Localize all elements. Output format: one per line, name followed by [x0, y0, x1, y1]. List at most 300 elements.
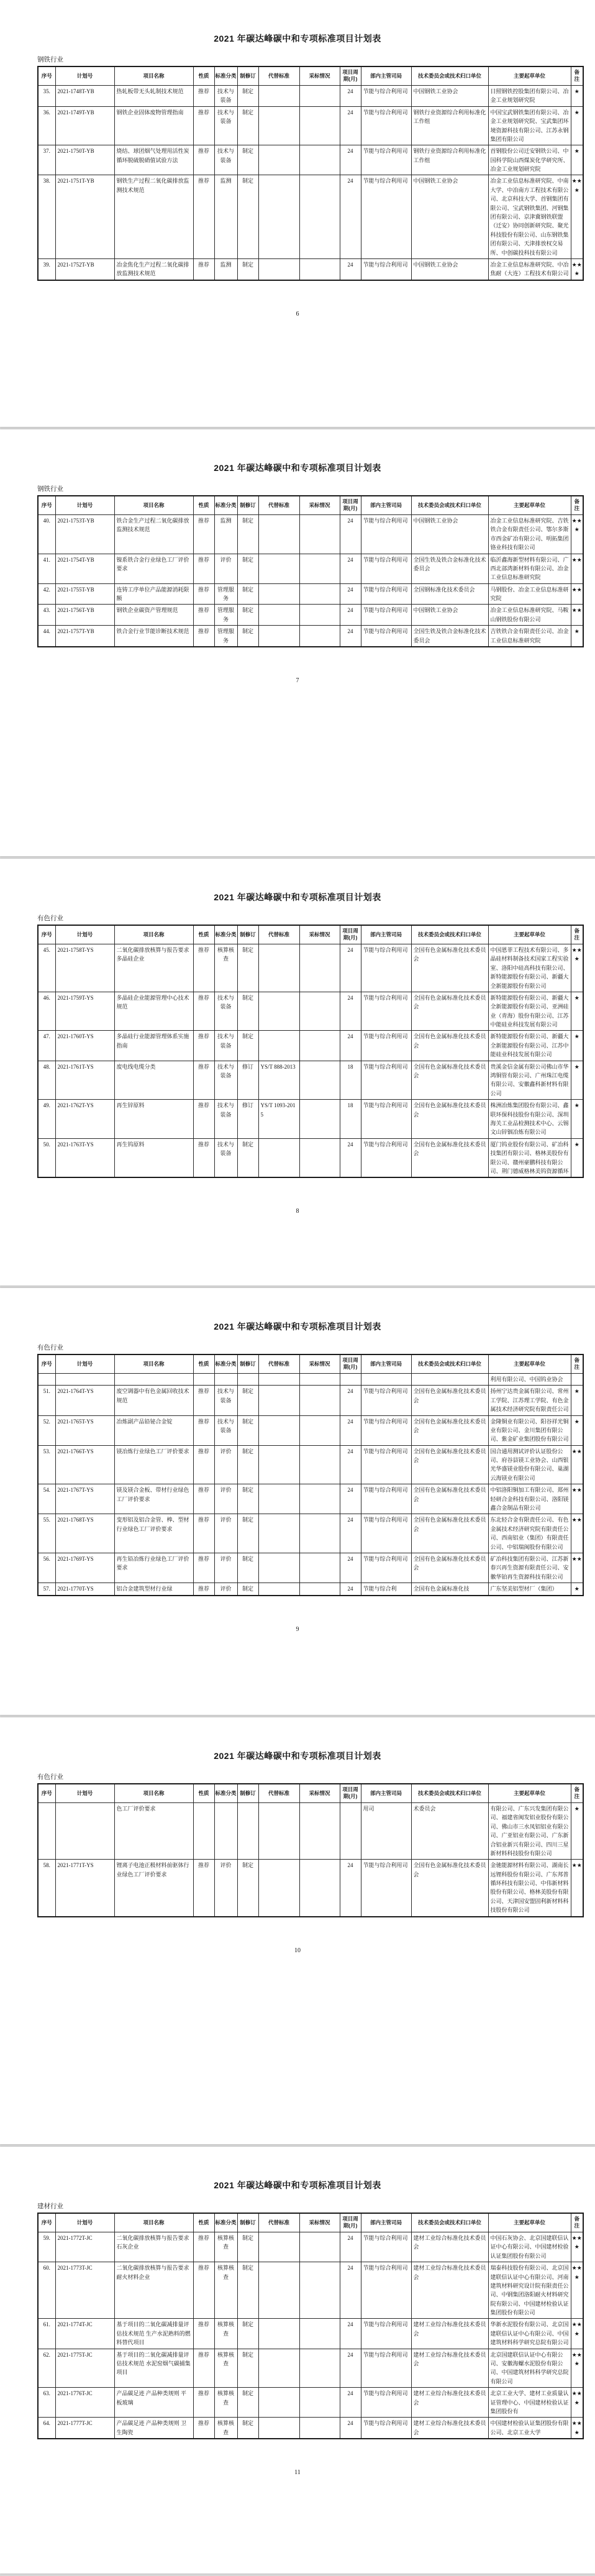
cell-category: 核算核查: [214, 2418, 237, 2439]
cell-committee: 钢铁行业资源综合利用标准化工作组: [411, 106, 488, 145]
table-row: [38, 1860, 583, 1917]
page-number: 11: [294, 2469, 301, 2477]
cell-no: 42.: [38, 583, 55, 605]
cell-nature: 推荐: [193, 554, 214, 583]
cell-category: 监测: [214, 175, 237, 259]
column-header-plan_no: 计划号: [55, 2213, 114, 2232]
page-title: 2021 年碳达峰碳中和专项标准项目计划表: [214, 892, 381, 902]
table-header: [38, 66, 583, 85]
cell-cycle: 18: [340, 1100, 361, 1139]
cell-drafters: 金驰能源材料有限公司、湖南长远锂科股份有限公司、广东邦普循环科技有限公司、中伟新材料股份有限公司、格林美股份有限公司、天津国安盟固利新材料科技股份有限公司: [488, 1860, 571, 1917]
cell-dept: 节能与综合利用司: [361, 258, 411, 280]
cell-revise: 制定: [237, 1031, 258, 1061]
cell-replaced: [258, 514, 299, 554]
cell-dept: 节能与综合利用司: [361, 1415, 411, 1445]
cell-dept: 节能与综合利用司: [361, 583, 411, 605]
cell-remark: ★: [571, 1061, 583, 1100]
cell-adoption: [299, 1445, 340, 1484]
cell-name: 二氧化碳排放核算与报告要求 耐火材料企业: [114, 2262, 193, 2319]
cell-remark: ★: [571, 1138, 583, 1177]
column-header-revise: 制修订: [237, 2213, 258, 2232]
cell-drafters: 北京工业大学、建材工业质量认证管理中心、中国建材检验认证集团股份有: [488, 2388, 571, 2418]
cell-plan_no: 2021-1753T-YB: [55, 514, 114, 554]
cell-revise: 制定: [237, 145, 258, 175]
cell-replaced: [258, 944, 299, 992]
column-header-nature: 性质: [193, 496, 214, 514]
cell-adoption: [299, 1138, 340, 1177]
document-page: [0, 1717, 595, 2144]
cell-category: 技术与装备: [214, 1415, 237, 1445]
cell-dept: 节能与综合利用司: [361, 85, 411, 106]
column-header-category: 标准分类: [214, 1354, 237, 1373]
cell-revise: 制定: [237, 1138, 258, 1177]
column-header-no: 序号: [38, 1784, 55, 1802]
table-row: [38, 992, 583, 1031]
cell-drafters: 厦门钨业股份有限公司、矿冶科技集团有限公司、格林美股份有限公司、赣州豪鹏科技有限公司、荆门德威格林美钨资源循环: [488, 1138, 571, 1177]
cell-adoption: [299, 1583, 340, 1596]
cell-committee: 全国有色金属标准化技术委员会: [411, 1553, 488, 1583]
cell-committee: 全国有色金属标准化技术委员会: [411, 944, 488, 992]
cell-revise: 制定: [237, 1860, 258, 1917]
cell-dept: 节能与综合利用司: [361, 2388, 411, 2418]
table-row: [38, 1386, 583, 1415]
cell-category: 核算核查: [214, 2349, 237, 2388]
cell-nature: 推荐: [193, 2418, 214, 2439]
cell-nature: 推荐: [193, 1386, 214, 1415]
cell-plan_no: 2021-1771T-YS: [55, 1860, 114, 1917]
cell-committee: 建材工业综合标准化技术委员会: [411, 2262, 488, 2319]
column-header-category: 标准分类: [214, 496, 237, 514]
cell-remark: ★★: [571, 554, 583, 583]
cell-drafters: 首钢股份公司迁安钢铁公司、中国科学院山西煤炭化学研究所、冶金工业规划研究院: [488, 145, 571, 175]
cell-nature: 推荐: [193, 145, 214, 175]
column-header-cycle: 项目周期(月): [340, 925, 361, 944]
cell-no: 52.: [38, 1415, 55, 1445]
cell-dept: 节能与综合利用司: [361, 514, 411, 554]
column-header-name: 项目名称: [114, 2213, 193, 2232]
cell-plan_no: 2021-1764T-YS: [55, 1386, 114, 1415]
cell-nature: 推荐: [193, 1100, 214, 1139]
cell-dept: 用司: [361, 1802, 411, 1859]
cell-category: 技术与装备: [214, 1386, 237, 1415]
cell-committee: 全国有色金属标准化技: [411, 1583, 488, 1596]
column-header-adoption: 采标情况: [299, 1354, 340, 1373]
column-header-committee: 技术委员会或技术归口单位: [411, 2213, 488, 2232]
column-header-cycle: 项目周期(月): [340, 66, 361, 85]
cell-name: 钢铁生产过程二氧化碳排放监测技术规范: [114, 175, 193, 259]
cell-replaced: [258, 1031, 299, 1061]
column-header-nature: 性质: [193, 1354, 214, 1373]
cell-committee: 建材工业综合标准化技术委员会: [411, 2232, 488, 2262]
cell-no: 39.: [38, 258, 55, 280]
cell-nature: [193, 1802, 214, 1859]
cell-replaced: [258, 2349, 299, 2388]
cell-remark: ★: [571, 106, 583, 145]
cell-remark: ★★★: [571, 2349, 583, 2388]
column-header-cycle: 项目周期(月): [340, 496, 361, 514]
cell-committee: 全国有色金属标准化技术委员会: [411, 1484, 488, 1514]
cell-revise: 制定: [237, 992, 258, 1031]
industry-section-label: 钢铁行业: [37, 486, 63, 493]
cell-revise: 制定: [237, 1583, 258, 1596]
table-row: [38, 1415, 583, 1445]
cell-category: 核算核查: [214, 2319, 237, 2349]
cell-drafters: 金隆铜业有限公司、阳谷祥光铜业有限公司、金川集团有限公司、紫金矿业集团股份有限公司: [488, 1415, 571, 1445]
cell-revise: [237, 1802, 258, 1859]
cell-name: 废空调器中有色金属回收技术规范: [114, 1386, 193, 1415]
cell-revise: 制定: [237, 106, 258, 145]
column-header-revise: 制修订: [237, 496, 258, 514]
cell-remark: ★: [571, 992, 583, 1031]
column-header-remark: 备注: [571, 2213, 583, 2232]
cell-no: [38, 1373, 55, 1385]
cell-name: 镍系铁合金行业绿色工厂评价要求: [114, 554, 193, 583]
column-header-replaced: 代替标准: [258, 66, 299, 85]
cell-dept: 节能与综合利用司: [361, 944, 411, 992]
cell-committee: 钢铁行业资源综合利用标准化工作组: [411, 145, 488, 175]
cell-plan_no: 2021-1754T-YB: [55, 554, 114, 583]
cell-cycle: 24: [340, 605, 361, 626]
column-header-dept: 部内主管司局: [361, 2213, 411, 2232]
cell-dept: 节能与综合利用司: [361, 1138, 411, 1177]
cell-name: 再生钨原料: [114, 1138, 193, 1177]
cell-replaced: [258, 2262, 299, 2319]
industry-section-label: 有色行业: [37, 1774, 63, 1781]
document-page: [0, 429, 595, 856]
cell-drafters: 日照钢铁控股集团有限公司、冶金工业规划研究院: [488, 85, 571, 106]
cell-name: 钢铁企业碳资产管理规范: [114, 605, 193, 626]
cell-replaced: YS/T 1093-2015: [258, 1100, 299, 1139]
page-number: 8: [296, 1208, 299, 1215]
cell-plan_no: 2021-1767T-YS: [55, 1484, 114, 1514]
cell-replaced: [258, 583, 299, 605]
cell-revise: 制定: [237, 1445, 258, 1484]
cell-plan_no: 2021-1756T-YB: [55, 605, 114, 626]
cell-committee: 建材工业综合标准化技术委员会: [411, 2349, 488, 2388]
cell-adoption: [299, 514, 340, 554]
table-row: [38, 1514, 583, 1553]
cell-no: 59.: [38, 2232, 55, 2262]
column-header-drafters: 主要起草单位: [488, 1354, 571, 1373]
cell-nature: 推荐: [193, 1061, 214, 1100]
column-header-name: 项目名称: [114, 925, 193, 944]
cell-cycle: [340, 1802, 361, 1859]
cell-plan_no: 2021-1772T-JC: [55, 2232, 114, 2262]
column-header-committee: 技术委员会或技术归口单位: [411, 1354, 488, 1373]
cell-name: 再生锌原料: [114, 1100, 193, 1139]
cell-committee: 建材工业综合标准化技术委员会: [411, 2319, 488, 2349]
cell-name: [114, 1373, 193, 1385]
header-row: [38, 925, 583, 944]
table-row: [38, 514, 583, 554]
cell-drafters: 广东坚美铝型材厂（集团）: [488, 1583, 571, 1596]
column-header-plan_no: 计划号: [55, 66, 114, 85]
header-row: [38, 66, 583, 85]
document-page: [0, 2147, 595, 2574]
cell-adoption: [299, 992, 340, 1031]
page-title: 2021 年碳达峰碳中和专项标准项目计划表: [214, 463, 381, 473]
cell-revise: 制定: [237, 175, 258, 259]
cell-revise: 制定: [237, 583, 258, 605]
column-header-dept: 部内主管司局: [361, 1354, 411, 1373]
cell-adoption: [299, 106, 340, 145]
cell-nature: 推荐: [193, 514, 214, 554]
cell-category: [214, 1373, 237, 1385]
cell-plan_no: 2021-1750T-YB: [55, 145, 114, 175]
cell-dept: [361, 1373, 411, 1385]
cell-nature: 推荐: [193, 992, 214, 1031]
cell-nature: 推荐: [193, 2262, 214, 2319]
cell-replaced: [258, 1445, 299, 1484]
cell-plan_no: 2021-1760T-YS: [55, 1031, 114, 1061]
cell-dept: 节能与综合利用司: [361, 1484, 411, 1514]
cell-nature: 推荐: [193, 2319, 214, 2349]
cell-adoption: [299, 944, 340, 992]
cell-name: 产品碳足迹 产品种类规则 卫生陶瓷: [114, 2418, 193, 2439]
cell-dept: 节能与综合利用司: [361, 1061, 411, 1100]
cell-category: 核算核查: [214, 2388, 237, 2418]
cell-committee: 全国生铁及铁合金标准化技术委员会: [411, 554, 488, 583]
cell-category: 技术与装备: [214, 85, 237, 106]
column-header-replaced: 代替标准: [258, 2213, 299, 2232]
plan-table: [37, 2213, 584, 2439]
cell-dept: 节能与综合利用司: [361, 175, 411, 259]
cell-nature: 推荐: [193, 944, 214, 992]
cell-revise: 制定: [237, 2388, 258, 2418]
plan-table: [37, 1783, 584, 1917]
cell-adoption: [299, 1860, 340, 1917]
cell-no: 60.: [38, 2262, 55, 2319]
cell-dept: 节能与综合利用司: [361, 106, 411, 145]
column-header-replaced: 代替标准: [258, 1784, 299, 1802]
cell-replaced: [258, 1553, 299, 1583]
cell-plan_no: [55, 1802, 114, 1859]
cell-replaced: [258, 1373, 299, 1385]
cell-category: 评价: [214, 1445, 237, 1484]
column-header-committee: 技术委员会或技术归口单位: [411, 496, 488, 514]
cell-adoption: [299, 583, 340, 605]
cell-name: 再生铅冶炼行业绿色工厂评价要求: [114, 1553, 193, 1583]
cell-name: 烧结、球团烟气处理用活性炭循环脱硫脱硝值试验方法: [114, 145, 193, 175]
cell-cycle: [340, 1373, 361, 1385]
cell-plan_no: [55, 1373, 114, 1385]
cell-adoption: [299, 85, 340, 106]
cell-name: 二氧化碳排放核算与报告要求 多晶硅企业: [114, 944, 193, 992]
cell-adoption: [299, 626, 340, 647]
cell-cycle: 24: [340, 1583, 361, 1596]
cell-drafters: 冶金工业信息标准研究院、中冶焦耐（大连）工程技术有限公司: [488, 258, 571, 280]
cell-replaced: [258, 1514, 299, 1553]
cell-remark: ★★: [571, 1514, 583, 1553]
cell-drafters: 冶金工业信息标准研究院、中南大学、中冶南方工程技术有限公司、北京科技大学、首钢集团有限公司、宝武钢铁集团、河钢集团有限公司、京津冀钢铁联盟（迁安）协同创新研究院、聚光科技股份有限公司、山东钢铁集团有限公司、天津排放权交易所、中创碳投科技有限公司: [488, 175, 571, 259]
cell-nature: 推荐: [193, 175, 214, 259]
cell-plan_no: 2021-1777T-JC: [55, 2418, 114, 2439]
cell-dept: 节能与综合利用司: [361, 2418, 411, 2439]
column-header-committee: 技术委员会或技术归口单位: [411, 1784, 488, 1802]
cell-no: 49.: [38, 1100, 55, 1139]
cell-drafters: 华新水泥股份有限公司、北京国建联信认证中心有限公司、中国建筑材料科学研究总院有限公司: [488, 2319, 571, 2349]
column-header-revise: 制修订: [237, 66, 258, 85]
column-header-drafters: 主要起草单位: [488, 2213, 571, 2232]
cell-dept: 节能与综合利用司: [361, 2319, 411, 2349]
cell-committee: 中国钢铁工业协会: [411, 514, 488, 554]
cell-adoption: [299, 605, 340, 626]
cell-committee: 全国有色金属标准化技术委员会: [411, 1860, 488, 1917]
cell-plan_no: 2021-1770T-YS: [55, 1583, 114, 1596]
cell-category: 评价: [214, 554, 237, 583]
table-row: [38, 944, 583, 992]
column-header-plan_no: 计划号: [55, 925, 114, 944]
cell-no: 54.: [38, 1484, 55, 1514]
cell-committee: [411, 1373, 488, 1385]
cell-category: 管理服务: [214, 583, 237, 605]
cell-no: 35.: [38, 85, 55, 106]
cell-nature: 推荐: [193, 1860, 214, 1917]
cell-committee: 全国有色金属标准化技术委员会: [411, 1061, 488, 1100]
cell-revise: 制定: [237, 1514, 258, 1553]
cell-committee: 建材工业综合标准化技术委员会: [411, 2388, 488, 2418]
cell-name: 热轧板带无头轧制技术规范: [114, 85, 193, 106]
cell-remark: ★★★: [571, 175, 583, 259]
cell-plan_no: 2021-1768T-YS: [55, 1514, 114, 1553]
page-number: 7: [296, 677, 299, 685]
table-row: [38, 1138, 583, 1177]
cell-name: 多晶硅企业能源管理中心技术规范: [114, 992, 193, 1031]
column-header-name: 项目名称: [114, 496, 193, 514]
table-row: [38, 145, 583, 175]
table-body: [38, 1373, 583, 1595]
column-header-adoption: 采标情况: [299, 66, 340, 85]
cell-adoption: [299, 1415, 340, 1445]
cell-category: 核算核查: [214, 944, 237, 992]
cell-cycle: 24: [340, 106, 361, 145]
cell-revise: 修订: [237, 1100, 258, 1139]
column-header-no: 序号: [38, 2213, 55, 2232]
cell-name: 镁及镁合金板、带材行业绿色工厂评价要求: [114, 1484, 193, 1514]
cell-name: 变形铝及铝合金管、棒、型材行业绿色工厂评价要求: [114, 1514, 193, 1553]
cell-no: 48.: [38, 1061, 55, 1100]
cell-committee: 全国钢标准化技术委员会: [411, 583, 488, 605]
cell-dept: 节能与综合利用司: [361, 2262, 411, 2319]
cell-cycle: 24: [340, 514, 361, 554]
cell-replaced: [258, 2232, 299, 2262]
industry-section-label: 钢铁行业: [37, 57, 63, 63]
cell-no: 58.: [38, 1860, 55, 1917]
cell-revise: 制定: [237, 2232, 258, 2262]
cell-name: 铝合金建筑型材行业绿: [114, 1583, 193, 1596]
cell-replaced: [258, 175, 299, 259]
header-row: [38, 1784, 583, 1802]
cell-drafters: 中铝洛阳铜加工有限公司、郑州轻研合金科技有限公司、洛阳镁鑫合金制品有限公司: [488, 1484, 571, 1514]
cell-replaced: [258, 1484, 299, 1514]
column-header-plan_no: 计划号: [55, 1784, 114, 1802]
cell-revise: 制定: [237, 1484, 258, 1514]
cell-adoption: [299, 2319, 340, 2349]
cell-revise: 制定: [237, 1415, 258, 1445]
column-header-name: 项目名称: [114, 1354, 193, 1373]
cell-cycle: 18: [340, 1061, 361, 1100]
table-row: [38, 1484, 583, 1514]
cell-cycle: 24: [340, 2319, 361, 2349]
cell-remark: ★★★: [571, 2232, 583, 2262]
cell-remark: ★★: [571, 1553, 583, 1583]
column-header-dept: 部内主管司局: [361, 925, 411, 944]
table-body: [38, 944, 583, 1177]
cell-adoption: [299, 175, 340, 259]
header-row: [38, 2213, 583, 2232]
cell-dept: 节能与综合利用司: [361, 145, 411, 175]
table-row: [38, 175, 583, 259]
cell-replaced: [258, 626, 299, 647]
cell-remark: ★★: [571, 1484, 583, 1514]
cell-revise: 制定: [237, 2418, 258, 2439]
table-row: [38, 554, 583, 583]
cell-remark: ★★★: [571, 258, 583, 280]
cell-adoption: [299, 2262, 340, 2319]
cell-replaced: [258, 1802, 299, 1859]
cell-nature: 推荐: [193, 106, 214, 145]
cell-no: 64.: [38, 2418, 55, 2439]
cell-committee: 全国有色金属标准化技术委员会: [411, 1514, 488, 1553]
cell-committee: 中国钢铁工业协会: [411, 605, 488, 626]
column-header-replaced: 代替标准: [258, 925, 299, 944]
cell-committee: 全国有色金属标准化技术委员会: [411, 992, 488, 1031]
cell-drafters: 新特能源股份有限公司、新疆大全新能源股份有限公司、亚洲硅业（青海）股份有限公司、江苏中能硅业科技发展有限公司: [488, 992, 571, 1031]
cell-adoption: [299, 1100, 340, 1139]
cell-revise: 制定: [237, 258, 258, 280]
cell-remark: ★: [571, 1583, 583, 1596]
column-header-name: 项目名称: [114, 1784, 193, 1802]
cell-no: 63.: [38, 2388, 55, 2418]
column-header-plan_no: 计划号: [55, 496, 114, 514]
column-header-drafters: 主要起草单位: [488, 496, 571, 514]
cell-committee: 全国生铁及铁合金标准化技术委员会: [411, 626, 488, 647]
column-header-replaced: 代替标准: [258, 496, 299, 514]
cell-revise: 制定: [237, 514, 258, 554]
cell-no: 46.: [38, 992, 55, 1031]
cell-replaced: [258, 554, 299, 583]
cell-drafters: 新特能源股份有限公司、新疆大全新能源股份有限公司、江苏中能硅业科技发展有限公司: [488, 1031, 571, 1061]
cell-category: 评价: [214, 1484, 237, 1514]
cell-drafters: 北京国建联信认证中心有限公司、安徽海螺水泥股份有限公司、中国建筑材料科学研究总院有限公司: [488, 2349, 571, 2388]
cell-nature: 推荐: [193, 1138, 214, 1177]
cell-adoption: [299, 2232, 340, 2262]
column-header-category: 标准分类: [214, 66, 237, 85]
table-row: [38, 1061, 583, 1100]
table-row: [38, 1445, 583, 1484]
cell-no: 53.: [38, 1445, 55, 1484]
document-page: [0, 859, 595, 1286]
cell-name: 铁合金行业节能诊断技术规范: [114, 626, 193, 647]
cell-committee: 全国有色金属标准化技术委员会: [411, 1100, 488, 1139]
cell-nature: 推荐: [193, 1553, 214, 1583]
cell-nature: 推荐: [193, 1445, 214, 1484]
cell-plan_no: 2021-1759T-YS: [55, 992, 114, 1031]
cell-no: 57.: [38, 1583, 55, 1596]
column-header-no: 序号: [38, 496, 55, 514]
cell-drafters: 中国建材检验认证集团股份有限公司、北京工业大学: [488, 2418, 571, 2439]
cell-remark: ★: [571, 145, 583, 175]
table-row: [38, 1031, 583, 1061]
column-header-remark: 备注: [571, 66, 583, 85]
cell-replaced: [258, 992, 299, 1031]
cell-committee: 全国有色金属标准化技术委员会: [411, 1445, 488, 1484]
cell-cycle: 24: [340, 1553, 361, 1583]
cell-adoption: [299, 1373, 340, 1385]
column-header-no: 序号: [38, 1354, 55, 1373]
cell-category: 评价: [214, 1583, 237, 1596]
cell-no: 51.: [38, 1386, 55, 1415]
